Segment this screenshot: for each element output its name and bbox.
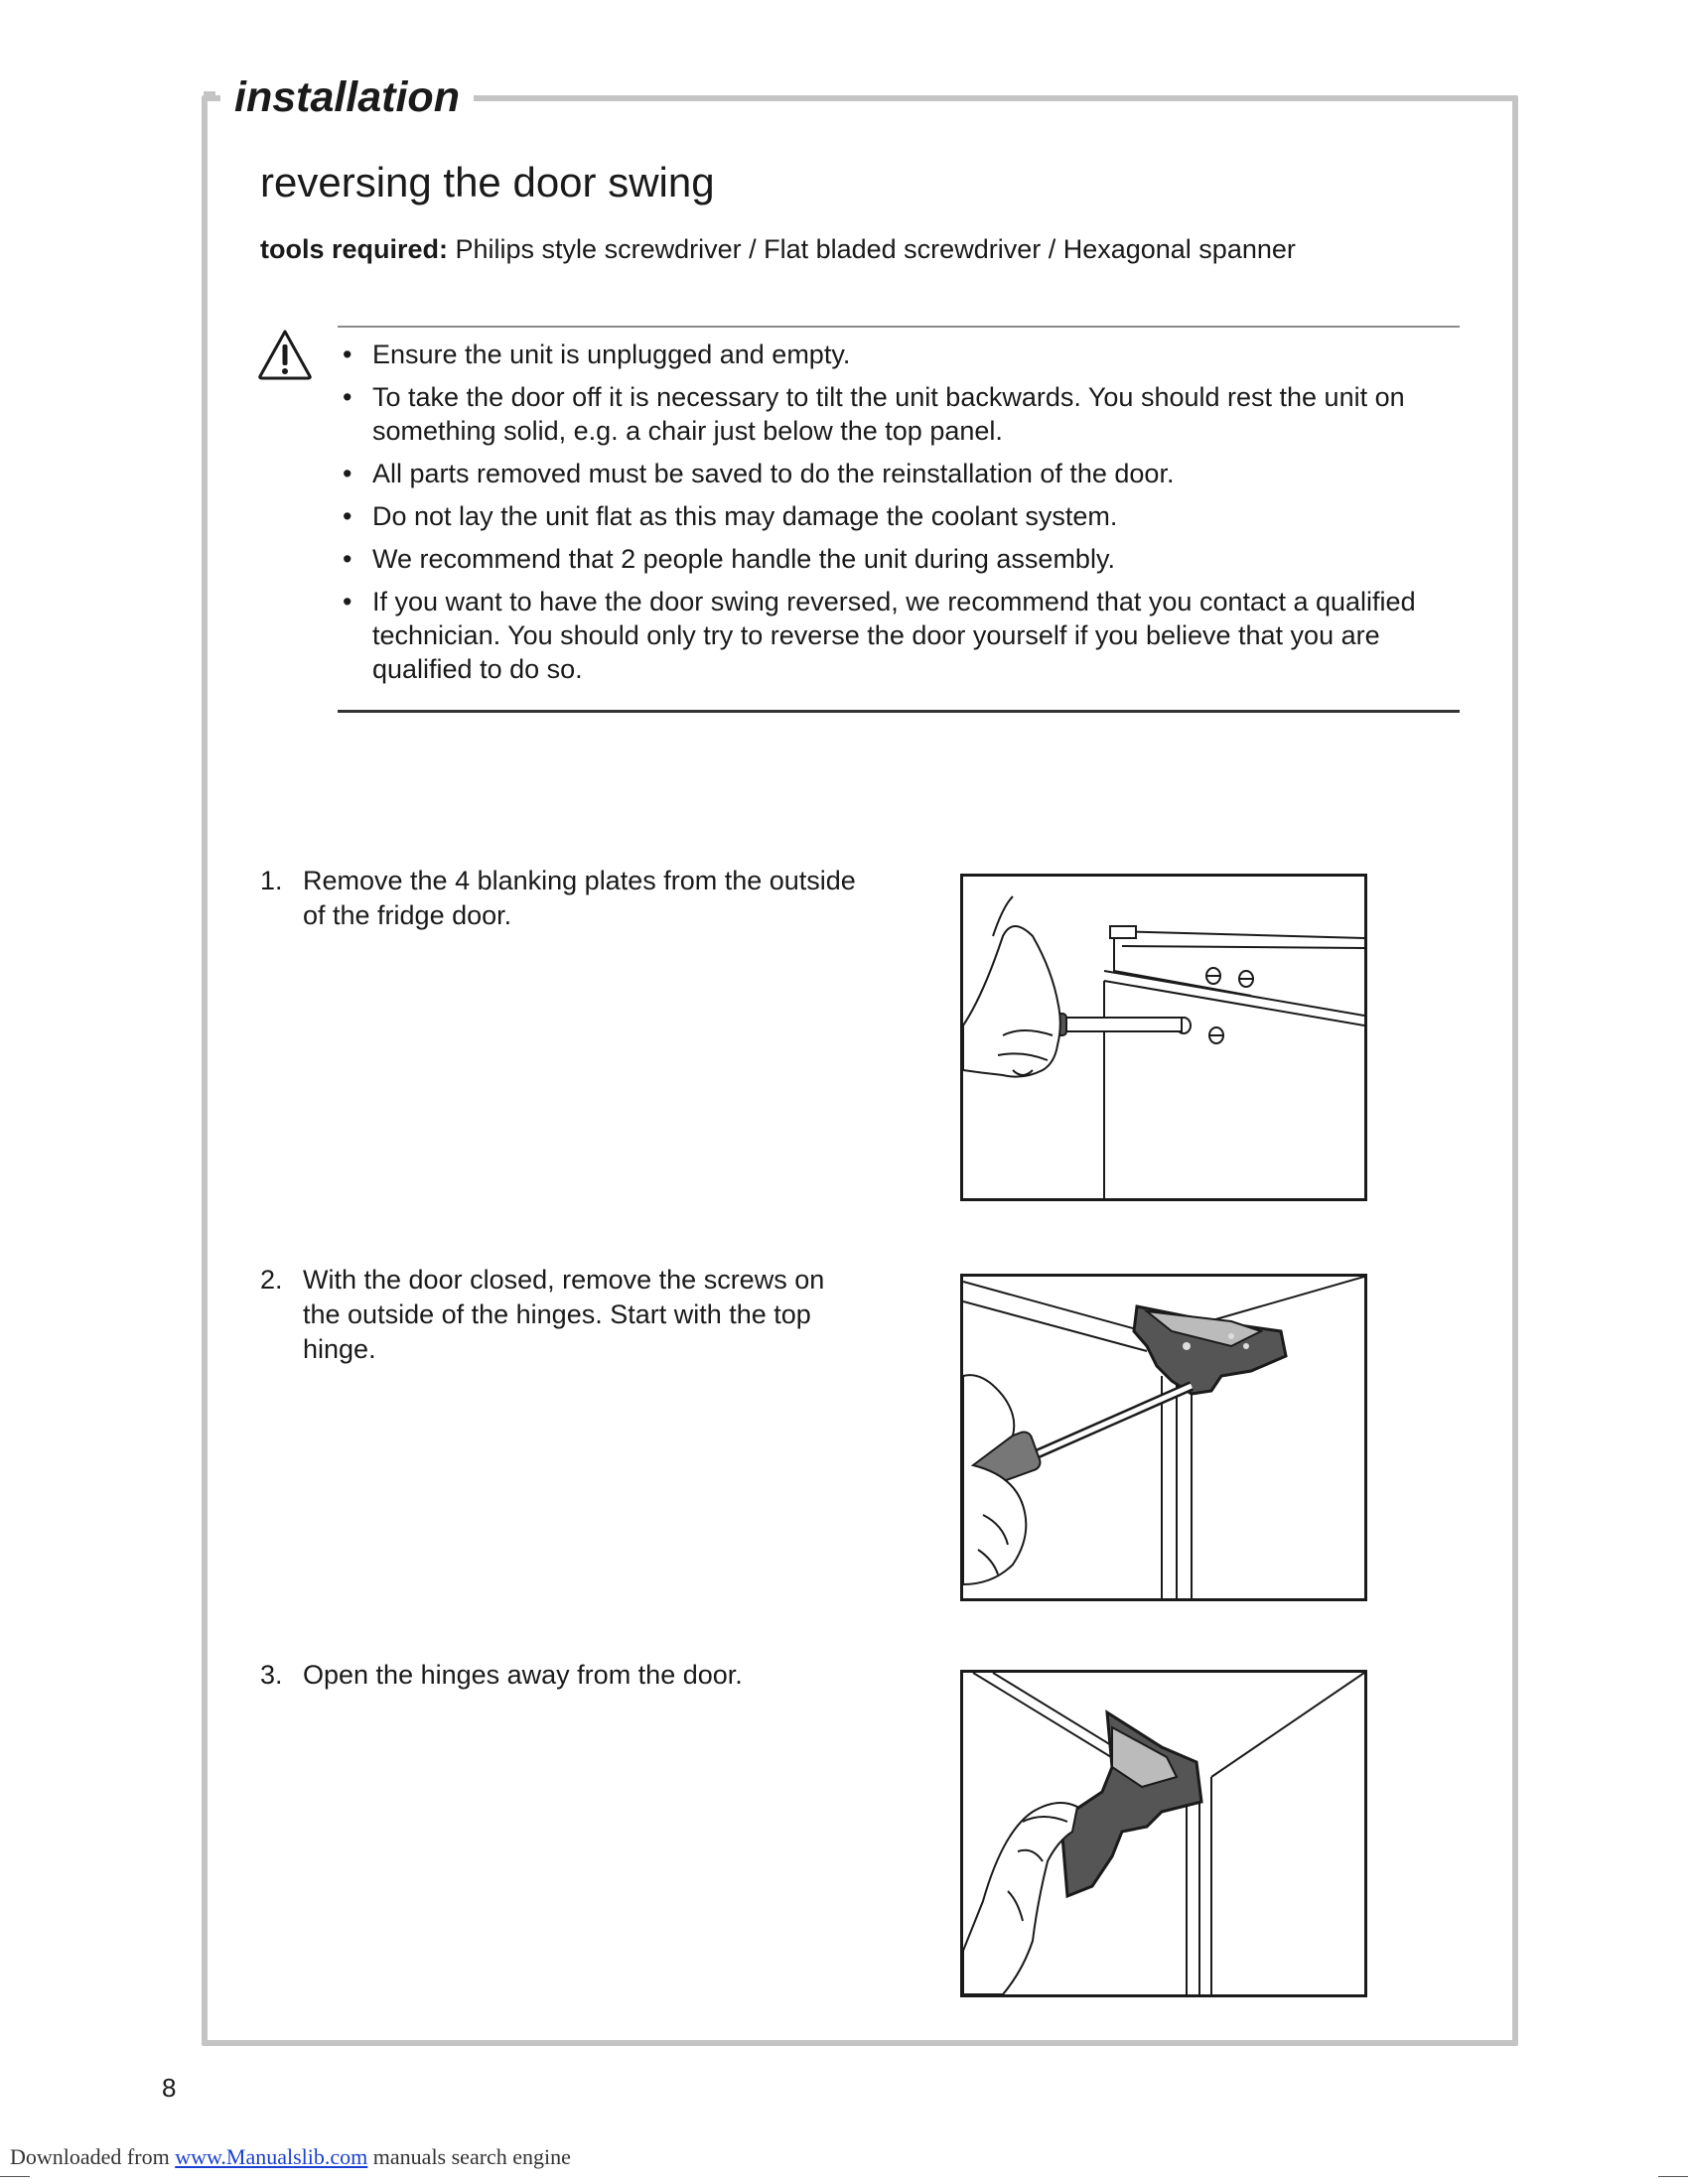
page-heading: reversing the door swing [260,159,715,205]
warning-list [343,338,1455,695]
step-text: With the door closed, remove the screws on the outside of the hinges. Start with the top hinge. [303,1265,825,1364]
step-number: 1. [260,866,283,895]
warning-item [343,338,1455,371]
bullet: • [343,382,352,412]
step-3 [260,1658,856,1693]
step-text: Open the hinges away from the door. [303,1660,743,1690]
step-text: Remove the 4 blanking plates from the outside of the fridge door. [303,866,856,930]
step-1 [260,864,856,933]
warning-item [343,585,1455,686]
bullet: • [343,459,352,488]
section-title: installation [220,62,474,133]
footer-link[interactable]: www.Manualslib.com [175,2144,368,2169]
bullet: • [343,340,352,369]
step-number: 3. [260,1660,283,1690]
tools-label: tools required: [260,234,449,264]
warning-triangle-icon [256,328,314,381]
warning-text: Do not lay the unit flat as this may damage the coolant system. [372,501,1118,531]
bullet: • [343,587,352,616]
footer-suffix: manuals search engine [367,2144,571,2169]
warning-text: Ensure the unit is unplugged and empty. [372,340,851,369]
figure-remove-hinge-screws [960,1274,1367,1601]
warning-text: All parts removed must be saved to do the reinstallation of the door. [372,459,1175,488]
footer-corner-left [0,2176,30,2177]
footer-text [10,2144,571,2170]
step-2 [260,1263,856,1367]
warning-item [343,499,1455,533]
warning-rule-top [338,326,1460,328]
warning-text: We recommend that 2 people handle the unit during assembly. [372,544,1115,574]
frame-tab [204,91,215,97]
step-number: 2. [260,1265,283,1295]
warning-item [343,380,1455,448]
footer-prefix: Downloaded from [10,2144,176,2169]
warning-item [343,542,1455,576]
warning-rule-bottom [338,710,1460,713]
tools-text: Philips style screwdriver / Flat bladed screwdriver / Hexagonal spanner [448,234,1296,264]
tools-required [260,234,1296,265]
page-number: 8 [162,2073,177,2103]
figure-remove-blanking-plates [960,874,1367,1201]
footer-corner-right [1658,2176,1688,2177]
warning-text: To take the door off it is necessary to tilt the unit backwards. You should rest the unit on something solid, e.g. a chair just below the top panel. [372,382,1405,446]
warning-text: If you want to have the door swing reversed, we recommend that you contact a qualified technician. You should only try to reverse the door yourself if you believe that you are qualified to do so. [372,587,1416,684]
warning-item [343,457,1455,490]
figure-open-hinges [960,1670,1367,1997]
bullet: • [343,501,352,531]
bullet: • [343,544,352,574]
